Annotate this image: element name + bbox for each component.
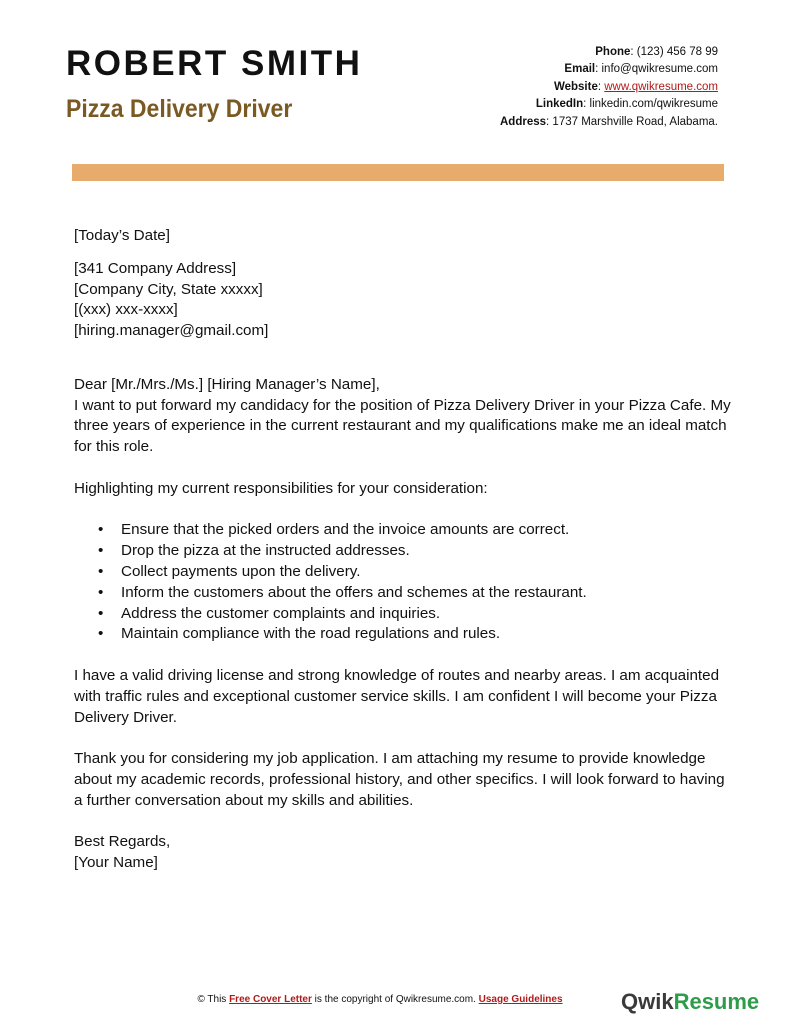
footer-middle: is the copyright of Qwikresume.com. bbox=[314, 994, 476, 1005]
bullet-icon: • bbox=[98, 542, 104, 560]
list-item bbox=[74, 562, 734, 583]
contact-website: Website: www.qwikresume.com bbox=[553, 80, 718, 93]
website-label: Website bbox=[553, 80, 598, 93]
closing-paragraph: Thank you for considering my job application. I am attaching my resume to provide knowledge about my academic records, professional history, and other specifics. I will look forward to having a further conversation about my skills and abilities. bbox=[74, 750, 725, 809]
list-item-text: Inform the customers about the offers and schemes at the restaurant. bbox=[121, 583, 587, 601]
contact-block bbox=[500, 44, 718, 131]
contact-linkedin: LinkedIn: linkedin.com/qwikresume bbox=[535, 98, 718, 111]
job-title: Pizza Delivery Driver bbox=[66, 95, 293, 123]
contact-address: Address: 1737 Marshville Road, Alabama. bbox=[500, 115, 718, 128]
bullet-icon: • bbox=[98, 562, 104, 580]
responsibilities-list bbox=[74, 520, 734, 645]
list-item-text: Ensure that the picked orders and the invoice amounts are correct. bbox=[121, 521, 570, 539]
sign-off: Best Regards, bbox=[74, 833, 171, 851]
linkedin-value: linkedin.com/qwikresume bbox=[589, 98, 718, 111]
letter-date: [Today’s Date] bbox=[74, 227, 170, 244]
address-value: 1737 Marshville Road, Alabama. bbox=[552, 115, 718, 128]
footer-prefix: © This bbox=[197, 994, 227, 1005]
bullet-icon: • bbox=[98, 583, 104, 601]
website-link[interactable]: www.qwikresume.com bbox=[604, 80, 718, 93]
applicant-name: ROBERT SMITH bbox=[66, 44, 363, 83]
free-cover-letter-link[interactable]: Free Cover Letter bbox=[229, 994, 312, 1005]
email-value: info@qwikresume.com bbox=[601, 63, 718, 76]
signature-name: [Your Name] bbox=[74, 854, 158, 872]
email-label: Email bbox=[564, 63, 596, 76]
responsibilities-intro: Highlighting my current responsibilities for your consideration: bbox=[74, 479, 488, 497]
list-item bbox=[74, 520, 734, 541]
accent-divider-bar bbox=[72, 164, 724, 181]
linkedin-label: LinkedIn bbox=[535, 98, 584, 111]
bullet-icon: • bbox=[98, 604, 104, 622]
qualifications-paragraph: I have a valid driving license and strong knowledge of routes and nearby areas. I am acquainted with traffic rules and exceptional customer service skills. I am confident I will become your Pizza Delivery Driver. bbox=[74, 666, 720, 726]
list-item bbox=[74, 604, 734, 625]
recipient-phone-line: [(xxx) xxx-xxxx] bbox=[74, 301, 178, 319]
recipient-city-line: [Company City, State xxxxx] bbox=[74, 280, 263, 298]
bullet-icon: • bbox=[98, 625, 104, 643]
phone-value: (123) 456 78 99 bbox=[636, 46, 718, 58]
salutation: Dear [Mr./Mrs./Ms.] [Hiring Manager’s Name], bbox=[74, 375, 380, 393]
contact-phone: Phone: (123) 456 78 99 bbox=[595, 46, 718, 58]
bullet-icon: • bbox=[98, 521, 104, 539]
list-item bbox=[74, 624, 734, 645]
list-item bbox=[74, 583, 734, 604]
address-label: Address bbox=[500, 115, 547, 128]
list-item bbox=[74, 541, 734, 562]
letter-body bbox=[74, 226, 734, 874]
usage-guidelines-link[interactable]: Usage Guidelines bbox=[478, 994, 563, 1005]
logo-qwik: Qwik bbox=[621, 989, 674, 1014]
recipient-email-line: [hiring.manager@gmail.com] bbox=[74, 322, 269, 340]
qwikresume-logo bbox=[621, 989, 759, 1015]
logo-resume: Resume bbox=[673, 989, 760, 1014]
contact-email: Email: info@qwikresume.com bbox=[564, 63, 718, 76]
intro-paragraph: I want to put forward my candidacy for the position of Pizza Delivery Driver in your Pizza Cafe. My three years of experience in the current restaurant and my qualifications make me an ideal match for this role. bbox=[74, 396, 731, 456]
list-item-text: Drop the pizza at the instructed addresses. bbox=[121, 542, 410, 560]
list-item-text: Address the customer complaints and inquiries. bbox=[121, 604, 441, 622]
list-item-text: Collect payments upon the delivery. bbox=[121, 562, 361, 580]
list-item-text: Maintain compliance with the road regulations and rules. bbox=[121, 625, 501, 643]
phone-label: Phone bbox=[595, 46, 631, 58]
recipient-address-line: [341 Company Address] bbox=[74, 259, 237, 277]
